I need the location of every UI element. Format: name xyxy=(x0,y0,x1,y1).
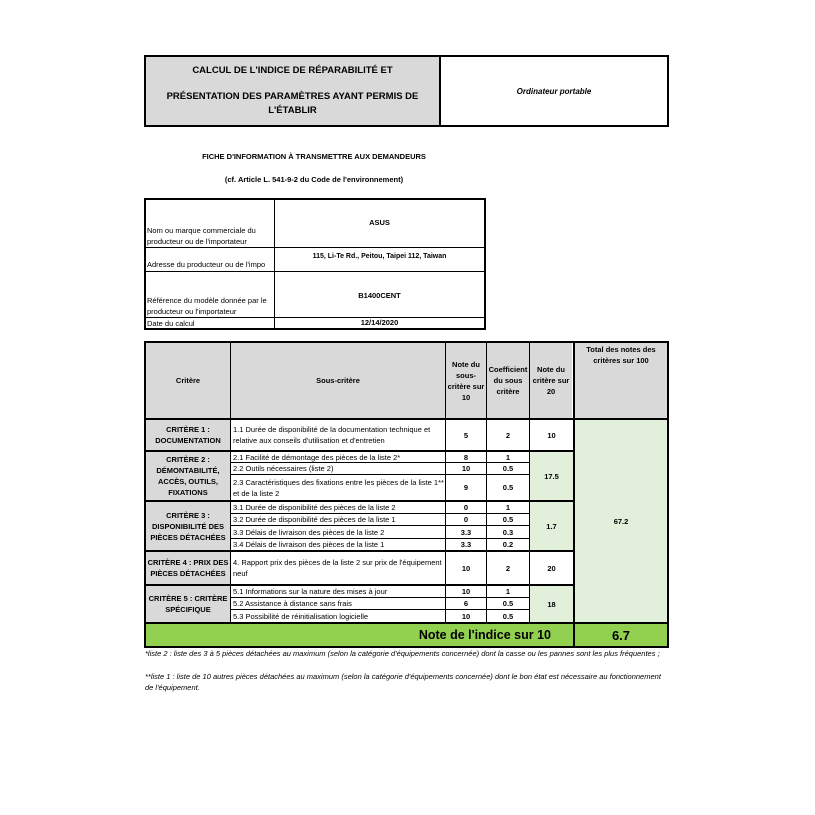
criterion-1-label: CRITÈRE 1 : DOCUMENTATION xyxy=(146,418,230,450)
subcriterion-note: 9 xyxy=(445,474,486,500)
criterion-1-note: 10 xyxy=(529,418,573,450)
subcriterion-note: 10 xyxy=(445,584,486,597)
info-row-address xyxy=(146,247,484,271)
subcriterion-note: 10 xyxy=(445,550,486,584)
subcriterion-3-3: 3.3 Délais de livraison des pièces de la liste 2 xyxy=(230,525,445,538)
criterion-5-label: CRITÈRE 5 : CRITÈRE SPÉCIFIQUE xyxy=(146,584,230,622)
info-label: Référence du modèle donnée par le producteur ou l'importateur xyxy=(146,272,275,317)
subcriterion-coef: 1 xyxy=(486,450,529,462)
subcriterion-coef: 0.2 xyxy=(486,538,529,550)
subcriterion-coef: 1 xyxy=(486,500,529,513)
subcriterion-note: 3.3 xyxy=(445,538,486,550)
criterion-5-note: 18 xyxy=(529,584,573,622)
subcriterion-coef: 2 xyxy=(486,418,529,450)
header-note-sous-critere: Note du sous-critère sur 10 xyxy=(445,343,486,418)
subcriterion-1-1: 1.1 Durée de disponibilité de la documentation technique et relative aux conseils d'utilisation et d'entretien xyxy=(230,418,445,450)
fiche-title: FICHE D'INFORMATION À TRANSMETTRE AUX DEMANDEURS xyxy=(202,152,426,161)
subcriterion-5-2: 5.2 Assistance à distance sans frais xyxy=(230,597,445,609)
header-note-critere: Note du critère sur 20 xyxy=(529,343,572,418)
subcriterion-note: 8 xyxy=(445,450,486,462)
title-line-3: L'ÉTABLIR xyxy=(268,105,317,116)
criterion-4-label: CRITÈRE 4 : PRIX DES PIÈCES DÉTACHÉES xyxy=(146,550,230,584)
subcriterion-coef: 1 xyxy=(486,584,529,597)
subcriterion-2-1: 2.1 Facilité de démontage des pièces de la liste 2* xyxy=(230,450,445,462)
producer-info-table xyxy=(144,198,486,330)
criterion-4-note: 20 xyxy=(529,550,573,584)
document-title xyxy=(144,55,441,127)
final-label: Note de l'indice sur 10 xyxy=(418,628,551,642)
subcriterion-coef: 0.5 xyxy=(486,474,529,500)
subcriterion-5-3: 5.3 Possibilité de réinitialisation logicielle xyxy=(230,609,445,622)
final-row xyxy=(146,622,667,646)
info-label: Adresse du producteur ou de l'impo xyxy=(146,248,275,271)
fiche-reference: (cf. Article L. 541-9-2 du Code de l'environnement) xyxy=(224,175,404,184)
subcriterion-note: 0 xyxy=(445,500,486,513)
subcriterion-note: 10 xyxy=(445,609,486,622)
criterion-3-label: CRITÈRE 3 : DISPONIBILITÉ DES PIÈCES DÉTACHÉES xyxy=(146,500,230,550)
footnote-liste-1: **liste 1 : liste de 10 autres pièces détachées au maximum (selon la catégorie d'équipements concernée) dont le bon état est nécessaire au fonctionnement de l'équipement. xyxy=(145,672,661,692)
footnote-liste-2: *liste 2 : liste des 3 à 5 pièces détachées au maximum (selon la catégorie d'équipements concernée) dont la casse ou les pannes sont les plus fréquentes ; xyxy=(145,649,660,658)
subcriterion-2-2: 2.2 Outils nécessaires (liste 2) xyxy=(230,462,445,474)
criterion-2-label: CRITÈRE 2 : DÉMONTABILITÉ, ACCÈS, OUTILS, FIXATIONS xyxy=(146,450,230,500)
product-type: Ordinateur portable xyxy=(441,55,669,127)
subcriterion-4: 4. Rapport prix des pièces de la liste 2 sur prix de l'équipement neuf xyxy=(230,550,445,584)
info-value: 115, Li-Te Rd., Peitou, Taipei 112, Taiwan xyxy=(312,253,447,260)
subcriterion-coef: 0.5 xyxy=(486,462,529,474)
info-row-model xyxy=(146,271,484,317)
criterion-2-note: 17.5 xyxy=(529,450,573,500)
repairability-table xyxy=(144,341,669,648)
subcriterion-note: 0 xyxy=(445,513,486,525)
info-value: 12/14/2020 xyxy=(360,318,399,327)
header-total: Total des notes des critères sur 100 xyxy=(573,343,667,418)
total-score: 67.2 xyxy=(573,418,667,622)
subcriterion-note: 10 xyxy=(445,462,486,474)
subcriterion-3-2: 3.2 Durée de disponibilité des pièces de la liste 1 xyxy=(230,513,445,525)
subcriterion-coef: 0.5 xyxy=(486,609,529,622)
info-row-brand xyxy=(146,200,484,247)
title-line-2: PRÉSENTATION DES PARAMÈTRES AYANT PERMIS DE xyxy=(166,91,419,102)
info-row-date xyxy=(146,317,484,328)
subcriterion-5-1: 5.1 Informations sur la nature des mises à jour xyxy=(230,584,445,597)
subcriterion-note: 5 xyxy=(445,418,486,450)
subcriterion-3-1: 3.1 Durée de disponibilité des pièces de la liste 2 xyxy=(230,500,445,513)
header-critere: Critère xyxy=(146,343,230,418)
subcriterion-coef: 0.5 xyxy=(486,597,529,609)
header-sous-critere: Sous-critère xyxy=(230,343,445,418)
info-label: Nom ou marque commerciale du producteur ou de l'importateur xyxy=(146,200,275,247)
header-coefficient: Coefficient du sous critère xyxy=(486,343,529,418)
final-score: 6.7 xyxy=(573,624,667,646)
subcriterion-coef: 0.3 xyxy=(486,525,529,538)
info-label: Date du calcul xyxy=(146,318,275,328)
title-line-1: CALCUL DE L'INDICE DE RÉPARABILITÉ ET xyxy=(192,65,393,76)
subcriterion-2-3: 2.3 Caractéristiques des fixations entre les pièces de la liste 1** et de la liste 2 xyxy=(230,474,445,500)
criterion-3-note: 1.7 xyxy=(529,500,573,550)
subcriterion-coef: 2 xyxy=(486,550,529,584)
subcriterion-3-4: 3.4 Délais de livraison des pièces de la liste 1 xyxy=(230,538,445,550)
subcriterion-note: 6 xyxy=(445,597,486,609)
info-value: B1400CENT xyxy=(358,291,401,300)
subcriterion-coef: 0.5 xyxy=(486,513,529,525)
subcriterion-note: 3.3 xyxy=(445,525,486,538)
info-value: ASUS xyxy=(369,218,390,227)
